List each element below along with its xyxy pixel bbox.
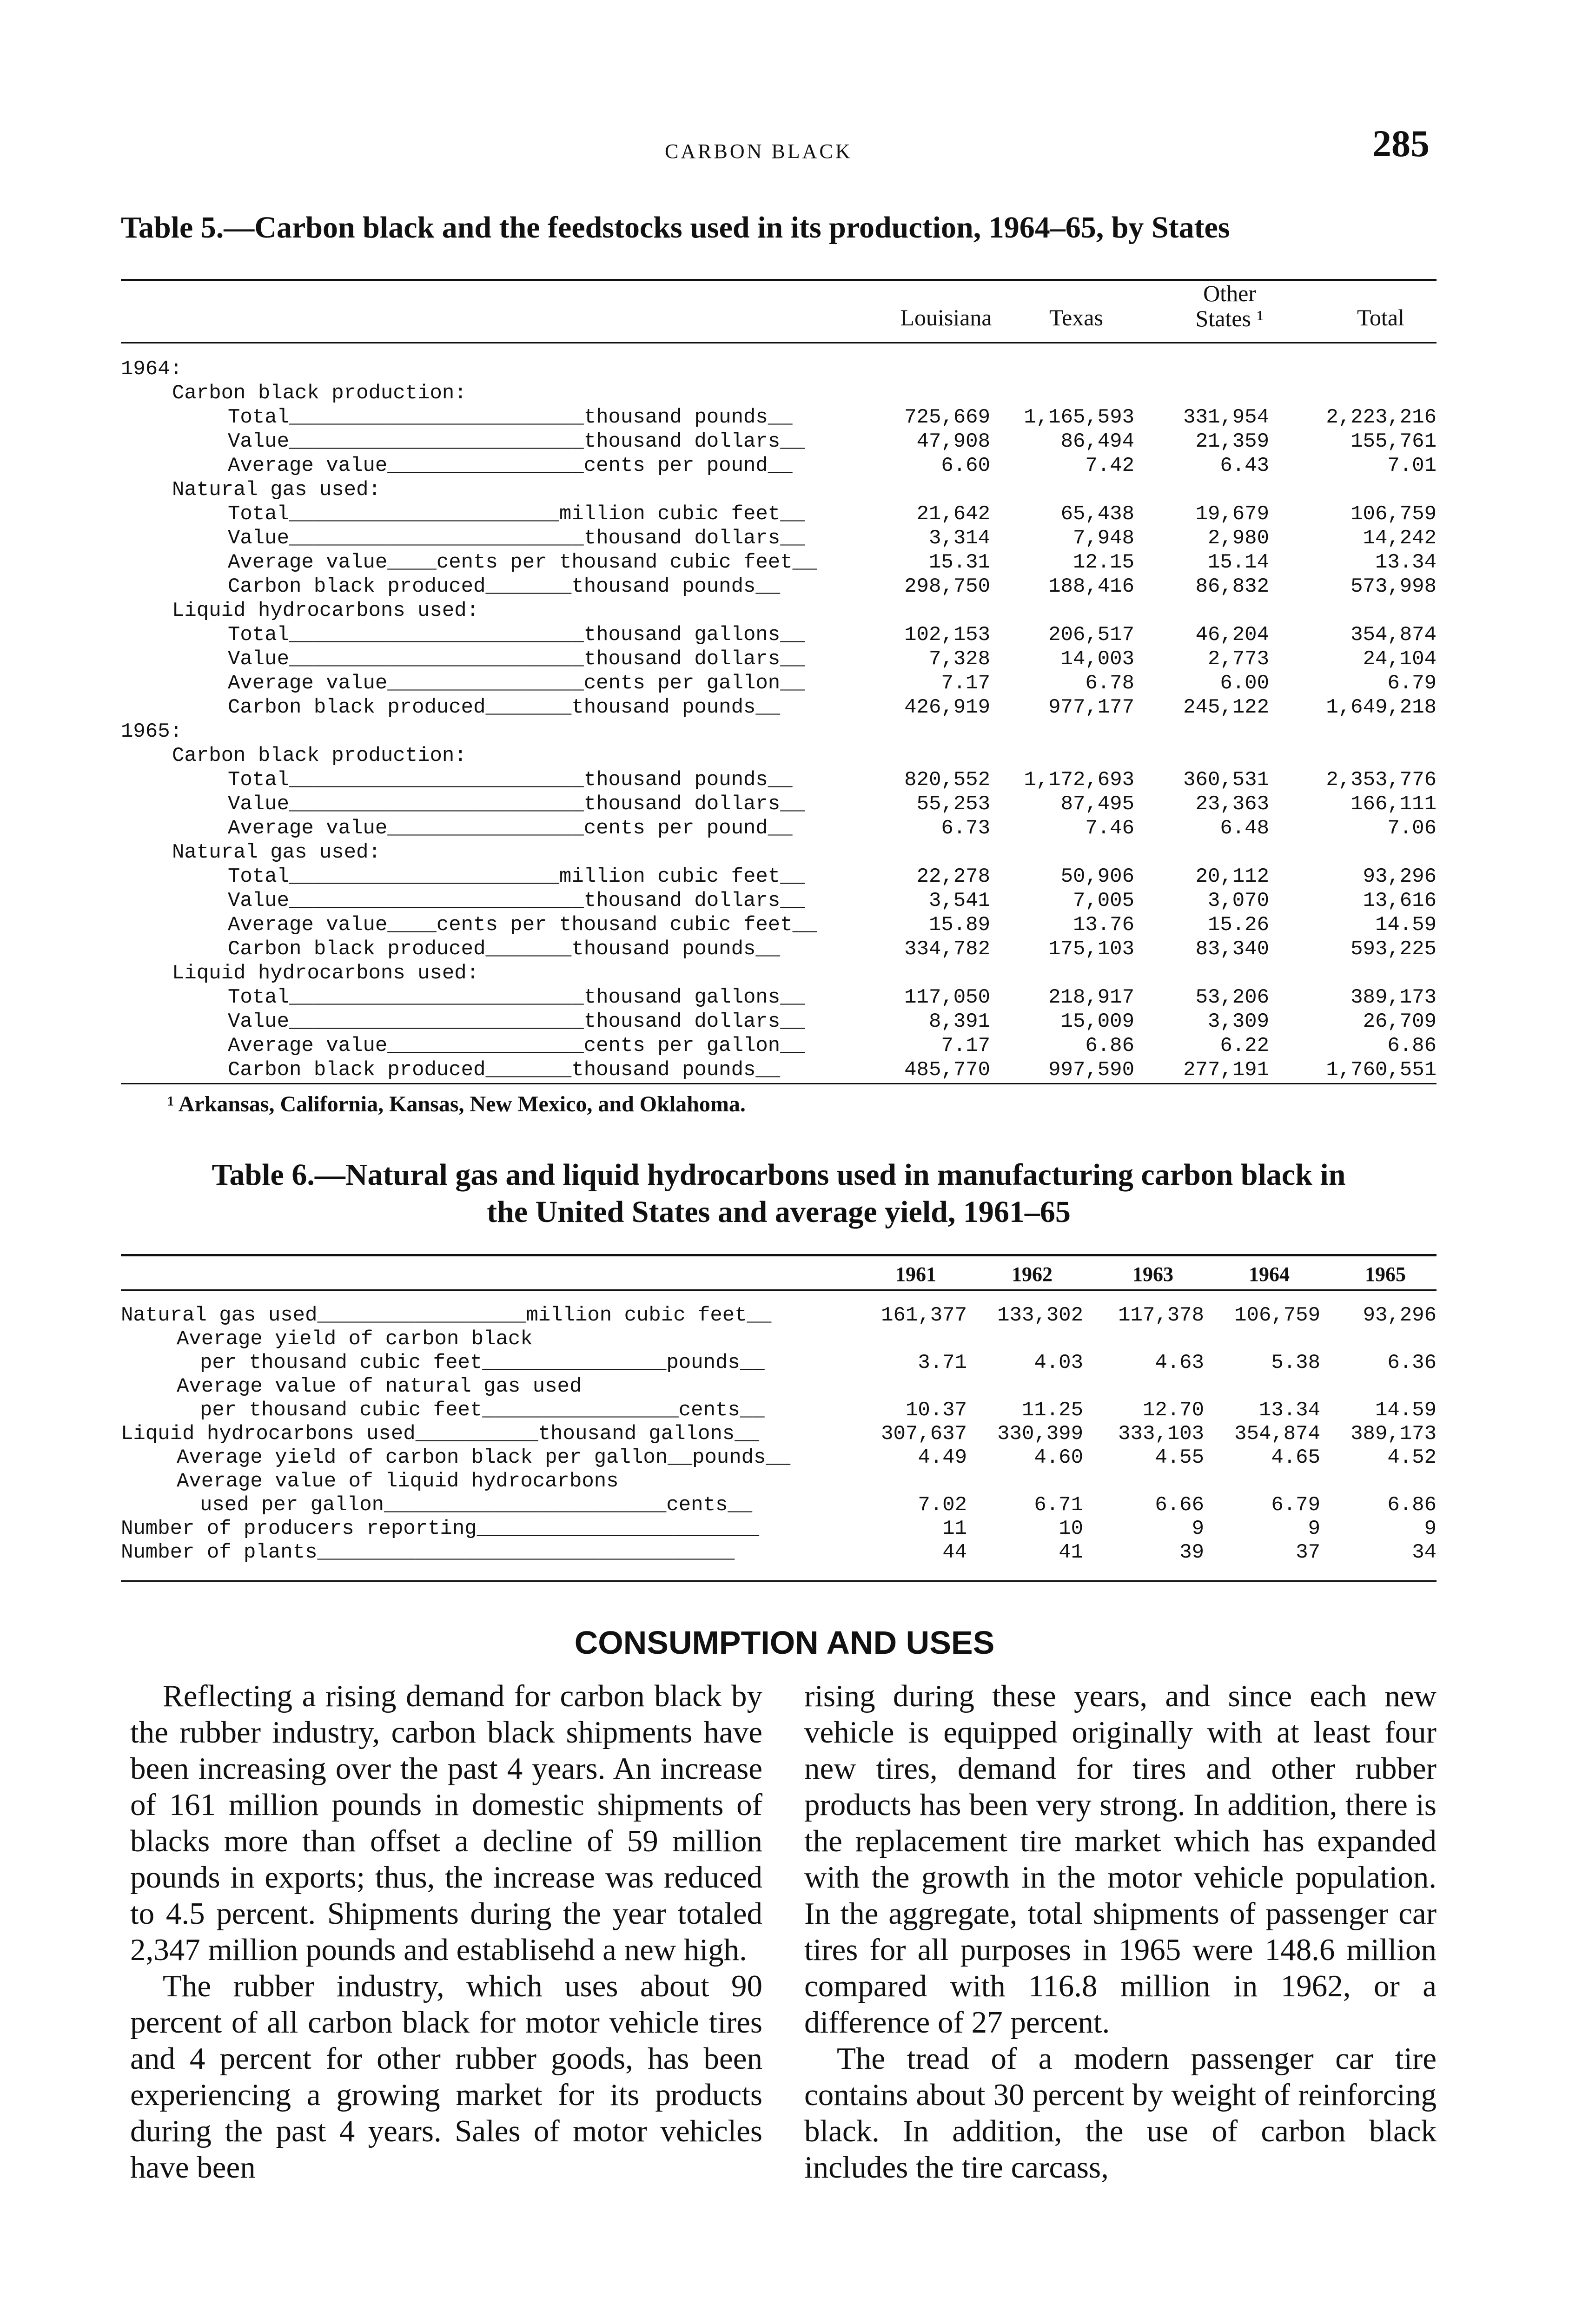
table6-header-rule [121, 1289, 1437, 1291]
table5-cell: 53,206 [1195, 986, 1269, 1009]
table5-cell: 7,328 [928, 647, 990, 671]
table5-cell: 2,353,776 [1326, 768, 1437, 792]
table6-row [121, 1351, 1437, 1375]
table5-row-label: Carbon black produced_______thousand pounds__ [228, 938, 781, 961]
table5-cell: 46,204 [1195, 623, 1269, 647]
table5-cell: 6.60 [941, 454, 990, 477]
table6-row [121, 1446, 1437, 1470]
table6-row-label: per thousand cubic feet_______________pounds__ [200, 1351, 765, 1374]
table5-row-label: Natural gas used: [172, 841, 381, 864]
table5-cell: 6.48 [1220, 817, 1269, 840]
table6-row [121, 1327, 1437, 1351]
table5-row-label: Average value________________cents per pound__ [228, 454, 793, 477]
paragraph: rising during these years, and since each new vehicle is equipped originally with at least four new tires, demand for tires and other rubber products has been very strong. In addition, there is the replacement tire market which has expanded with the growth in the motor vehicle population. In the aggregate, total shipments of passenger car tires for all purposes in 1965 were 148.6 million compared with 116.8 million in 1962, or a difference of 27 percent. [804, 1679, 1437, 2040]
table5-row-label: Total________________________thousand gallons__ [228, 986, 805, 1009]
table6-cell: 9 [1308, 1517, 1320, 1540]
table6-cell: 93,296 [1363, 1304, 1437, 1327]
table6-cell: 307,637 [881, 1422, 967, 1446]
table6-cell: 13.34 [1258, 1399, 1320, 1422]
table6-row [121, 1422, 1437, 1446]
table6-row-label: Average value of natural gas used [177, 1375, 582, 1398]
table6-row-label: Number of producers reporting_______________________ [121, 1517, 760, 1540]
table5-row [121, 454, 1437, 478]
table6-col-header: 1962 [1012, 1263, 1053, 1286]
table6-cell: 4.49 [918, 1446, 967, 1469]
table5-row [121, 357, 1437, 381]
table5-cell: 206,517 [1048, 623, 1134, 647]
table6-cell: 3.71 [918, 1351, 967, 1374]
table6-cell: 4.63 [1155, 1351, 1204, 1374]
table5-cell: 360,531 [1183, 768, 1269, 792]
table6-cell: 39 [1179, 1541, 1204, 1564]
table6-cell: 6.66 [1155, 1493, 1204, 1517]
table5-cell: 102,153 [904, 623, 990, 647]
table6-cell: 6.79 [1271, 1493, 1320, 1517]
table5-row [121, 647, 1437, 671]
table5-row [121, 816, 1437, 840]
table5-row [121, 768, 1437, 792]
table5-cell: 106,759 [1351, 502, 1437, 526]
table6-title-line2: the United States and average yield, 1961–65 [487, 1195, 1071, 1229]
table6-cell: 4.60 [1034, 1446, 1083, 1469]
table5-row-label: Carbon black produced_______thousand pounds__ [228, 696, 781, 719]
table5-title: Table 5.—Carbon black and the feedstocks used in its production, 1964–65, by States [121, 211, 1230, 244]
table5-cell: 14.59 [1375, 913, 1437, 937]
table5-cell: 6.79 [1387, 672, 1437, 695]
table6-col-header: 1961 [895, 1263, 936, 1286]
table5-row [121, 502, 1437, 526]
table5-cell: 22,278 [916, 865, 990, 888]
table5-cell: 20,112 [1195, 865, 1269, 888]
table6-cell: 11.25 [1021, 1399, 1083, 1422]
table5-row [121, 985, 1437, 1010]
table6-cell: 10.37 [905, 1399, 967, 1422]
table5-row-label: Value________________________thousand dollars__ [228, 792, 805, 816]
table5-row [121, 744, 1437, 768]
table5-cell: 997,590 [1048, 1058, 1134, 1082]
table6-cell: 10 [1059, 1517, 1083, 1540]
table6-cell: 6.36 [1387, 1351, 1437, 1374]
table5-cell: 3,070 [1207, 889, 1269, 912]
table6-cell: 4.55 [1155, 1446, 1204, 1469]
table5-row [121, 478, 1437, 502]
table5-cell: 47,908 [916, 430, 990, 453]
table5-cell: 7.46 [1085, 817, 1134, 840]
table5-row-label: Value________________________thousand dollars__ [228, 527, 805, 550]
table5-col-texas: Texas [1049, 304, 1103, 330]
table5-cell: 86,494 [1060, 430, 1134, 453]
table5-cell: 166,111 [1351, 792, 1437, 816]
table5-row-label: 1964: [121, 357, 183, 381]
right-column [804, 1678, 1437, 2185]
table5-cell: 65,438 [1060, 502, 1134, 526]
table6-cell: 9 [1192, 1517, 1204, 1540]
table5-cell: 334,782 [904, 938, 990, 961]
table5-row-label: Average value________________cents per gallon__ [228, 672, 805, 695]
table5-cell: 2,223,216 [1326, 406, 1437, 429]
table5-cell: 15,009 [1060, 1010, 1134, 1033]
table5-cell: 55,253 [916, 792, 990, 816]
table6-col-header: 1964 [1249, 1263, 1290, 1286]
table5-cell: 50,906 [1060, 865, 1134, 888]
table6-cell: 7.02 [918, 1493, 967, 1517]
table5-cell: 485,770 [904, 1058, 990, 1082]
table5-row [121, 429, 1437, 454]
table5-row-label: Total________________________thousand gallons__ [228, 623, 805, 647]
table6-row [121, 1493, 1437, 1517]
table5-cell: 3,309 [1207, 1010, 1269, 1033]
table5-row-label: 1965: [121, 720, 183, 743]
table5-cell: 277,191 [1183, 1058, 1269, 1082]
table6-col-header: 1963 [1132, 1263, 1173, 1286]
table6-col-header: 1965 [1365, 1263, 1406, 1286]
table5-row-label: Average value________________cents per gallon__ [228, 1034, 805, 1057]
table5-row-label: Value________________________thousand dollars__ [228, 1010, 805, 1033]
table5-cell: 389,173 [1351, 986, 1437, 1009]
table6-cell: 4.03 [1034, 1351, 1083, 1374]
table5-row [121, 840, 1437, 865]
paragraph: The rubber industry, which uses about 90 percent of all carbon black for motor vehicle tires and 4 percent for other rubber goods, has been experiencing a growing market for its products during the past 4 years. Sales of motor vehicles have been [130, 1969, 762, 2185]
table5-header-rule [121, 342, 1437, 343]
table5-cell: 15.89 [928, 913, 990, 937]
table5-row-label: Value________________________thousand dollars__ [228, 430, 805, 453]
table6-cell: 330,399 [997, 1422, 1083, 1446]
table5-row [121, 1058, 1437, 1082]
table5-cell: 7.17 [941, 1034, 990, 1057]
table5-cell: 245,122 [1183, 696, 1269, 719]
table5-row [121, 792, 1437, 816]
left-column [130, 1678, 762, 2185]
table5-row [121, 961, 1437, 985]
paragraph: Reflecting a rising demand for carbon black by the rubber industry, carbon black shipments have been increasing over the past 4 years. An increase of 161 million pounds in domestic shipments of blacks more than offset a decline of 59 million pounds in exports; thus, the increase was reduced to 4.5 percent. Shipments during the year totaled 2,347 million pounds and establisehd a new high. [130, 1679, 762, 1967]
table5-cell: 820,552 [904, 768, 990, 792]
table6-row [121, 1540, 1437, 1565]
table6-cell: 117,378 [1118, 1304, 1204, 1327]
table5-cell: 26,709 [1363, 1010, 1437, 1033]
table5-cell: 7.17 [941, 672, 990, 695]
table5-cell: 7,948 [1072, 527, 1134, 550]
table5-row [121, 695, 1437, 720]
table5-cell: 8,391 [928, 1010, 990, 1033]
table5-row-label: Carbon black production: [172, 382, 467, 405]
page-number: 285 [1372, 122, 1430, 165]
table6-cell: 133,302 [997, 1304, 1083, 1327]
table5-row [121, 865, 1437, 889]
table5-cell: 14,242 [1363, 527, 1437, 550]
table5-cell: 593,225 [1351, 938, 1437, 961]
table5-cell: 6.22 [1220, 1034, 1269, 1057]
table5-row [121, 1034, 1437, 1058]
running-head: CARBON BLACK [665, 140, 853, 163]
table5-row [121, 526, 1437, 550]
table5-row-label: Carbon black production: [172, 744, 467, 767]
table6-cell: 44 [942, 1541, 967, 1564]
table6-row-label: Natural gas used_________________million cubic feet__ [121, 1304, 772, 1327]
table6-title [121, 1156, 1437, 1231]
table5-cell: 1,172,693 [1024, 768, 1134, 792]
table6-cell: 161,377 [881, 1304, 967, 1327]
table6-row [121, 1374, 1437, 1399]
table5-cell: 13.34 [1375, 551, 1437, 574]
table5-cell: 83,340 [1195, 938, 1269, 961]
table5-cell: 21,642 [916, 502, 990, 526]
table6-title-line1: Table 6.—Natural gas and liquid hydrocarbons used in manufacturing carbon black in [212, 1158, 1346, 1192]
section-heading: CONSUMPTION AND USES [574, 1624, 995, 1661]
table6-top-rule [121, 1254, 1437, 1256]
table5-cell: 298,750 [904, 575, 990, 598]
table6-cell: 4.52 [1387, 1446, 1437, 1469]
table5-row-label: Total________________________thousand pounds__ [228, 406, 793, 429]
table5-cell: 1,165,593 [1024, 406, 1134, 429]
table6-cell: 106,759 [1234, 1304, 1320, 1327]
table6-row [121, 1517, 1437, 1541]
table5-cell: 7.42 [1085, 454, 1134, 477]
table5-row [121, 913, 1437, 937]
table5-cell: 6.86 [1085, 1034, 1134, 1057]
table5-row [121, 937, 1437, 961]
table6-cell: 389,173 [1351, 1422, 1437, 1446]
table5-cell: 21,359 [1195, 430, 1269, 453]
table6-cell: 41 [1059, 1541, 1083, 1564]
table6-row [121, 1469, 1437, 1493]
table6-row-label: Number of plants__________________________________ [121, 1541, 735, 1564]
table5-row-label: Liquid hydrocarbons used: [172, 962, 479, 985]
table6-row [121, 1303, 1437, 1327]
table6-header-row [121, 1262, 1437, 1287]
table5-body [121, 357, 1437, 1082]
table5-row-label: Value________________________thousand dollars__ [228, 889, 805, 912]
table5-cell: 24,104 [1363, 647, 1437, 671]
table5-row-label: Value________________________thousand dollars__ [228, 647, 805, 671]
table5-row-label: Average value________________cents per pound__ [228, 817, 793, 840]
table5-cell: 86,832 [1195, 575, 1269, 598]
table5-cell: 117,050 [904, 986, 990, 1009]
table5-row [121, 671, 1437, 695]
table5-cell: 6.78 [1085, 672, 1134, 695]
table5-footnote: ¹ Arkansas, California, Kansas, New Mexico, and Oklahoma. [167, 1092, 746, 1116]
table5-cell: 573,998 [1351, 575, 1437, 598]
table5-row [121, 550, 1437, 574]
table5-row-label: Carbon black produced_______thousand pounds__ [228, 575, 781, 598]
table5-cell: 19,679 [1195, 502, 1269, 526]
table6-header [121, 1261, 1437, 1288]
table5-row [121, 599, 1437, 623]
table5-row-label: Total______________________million cubic feet__ [228, 865, 805, 888]
table5-bottom-rule [121, 1083, 1437, 1084]
table5-row-label: Liquid hydrocarbons used: [172, 599, 479, 622]
table5-col-louisiana: Louisiana [900, 304, 992, 330]
table5-cell: 87,495 [1060, 792, 1134, 816]
table5-row [121, 405, 1437, 429]
table5-cell: 188,416 [1048, 575, 1134, 598]
table6-body [121, 1303, 1437, 1573]
table6-cell: 354,874 [1234, 1422, 1320, 1446]
table5-row [121, 889, 1437, 913]
table5-cell: 354,874 [1351, 623, 1437, 647]
table5-cell: 6.73 [941, 817, 990, 840]
table5-cell: 2,773 [1207, 647, 1269, 671]
table6-row-label: Average yield of carbon black [177, 1327, 533, 1351]
table6-cell: 5.38 [1271, 1351, 1320, 1374]
table5-cell: 15.14 [1207, 551, 1269, 574]
table5-cell: 725,669 [904, 406, 990, 429]
table6-cell: 34 [1412, 1541, 1437, 1564]
table5-cell: 3,314 [928, 527, 990, 550]
table5-cell: 15.31 [928, 551, 990, 574]
table6-cell: 6.86 [1387, 1493, 1437, 1517]
table5-cell: 13.76 [1072, 913, 1134, 937]
table5-cell: 7.06 [1387, 817, 1437, 840]
table5-cell: 13,616 [1363, 889, 1437, 912]
table5-cell: 6.43 [1220, 454, 1269, 477]
table5-cell: 218,917 [1048, 986, 1134, 1009]
paragraph: The tread of a modern passenger car tire contains about 30 percent by weight of reinforcing black. In addition, the use of carbon black includes the tire carcass, [804, 2041, 1437, 2185]
table6-row-label: used per gallon_______________________cents__ [200, 1493, 753, 1517]
table5-row [121, 623, 1437, 647]
table6-bottom-rule [121, 1580, 1437, 1582]
table5-row-label: Total______________________million cubic feet__ [228, 502, 805, 526]
table5-row-label: Average value____cents per thousand cubic feet__ [228, 913, 817, 937]
table5-cell: 6.86 [1387, 1034, 1437, 1057]
table5-row-label: Total________________________thousand pounds__ [228, 768, 793, 792]
table6-cell: 333,103 [1118, 1422, 1204, 1446]
table6-row-label: Average value of liquid hydrocarbons [177, 1470, 619, 1493]
table6-row-label: per thousand cubic feet________________cents__ [200, 1399, 765, 1422]
table5-row-label: Carbon black produced_______thousand pounds__ [228, 1058, 781, 1082]
table5-row [121, 720, 1437, 744]
table6-cell: 4.65 [1271, 1446, 1320, 1469]
table5-cell: 977,177 [1048, 696, 1134, 719]
table5-cell: 331,954 [1183, 406, 1269, 429]
table6-cell: 11 [942, 1517, 967, 1540]
table6-cell: 12.70 [1142, 1399, 1204, 1422]
table5-cell: 23,363 [1195, 792, 1269, 816]
table5-cell: 1,760,551 [1326, 1058, 1437, 1082]
table5-cell: 93,296 [1363, 865, 1437, 888]
table5-cell: 15.26 [1207, 913, 1269, 937]
table5-cell: 155,761 [1351, 430, 1437, 453]
table6-cell: 9 [1424, 1517, 1437, 1540]
table5-cell: 2,980 [1207, 527, 1269, 550]
table5-row-label: Natural gas used: [172, 478, 381, 502]
table6-cell: 37 [1296, 1541, 1320, 1564]
table5-cell: 6.00 [1220, 672, 1269, 695]
table6-row [121, 1398, 1437, 1422]
table5-row [121, 381, 1437, 405]
table5-col-other-states: Other States ¹ [1195, 280, 1264, 331]
table6-cell: 14.59 [1375, 1399, 1437, 1422]
table5-cell: 7.01 [1387, 454, 1437, 477]
table6-row-label: Average yield of carbon black per gallon__pounds__ [177, 1446, 791, 1469]
table6-cell: 6.71 [1034, 1493, 1083, 1517]
table5-row [121, 1010, 1437, 1034]
table5-cell: 12.15 [1072, 551, 1134, 574]
table5-row-label: Average value____cents per thousand cubic feet__ [228, 551, 817, 574]
table5-row [121, 574, 1437, 599]
table6-row-label: Liquid hydrocarbons used__________thousand gallons__ [121, 1422, 760, 1446]
table5-cell: 426,919 [904, 696, 990, 719]
table5-cell: 14,003 [1060, 647, 1134, 671]
table5-cell: 1,649,218 [1326, 696, 1437, 719]
table5-cell: 7,005 [1072, 889, 1134, 912]
table5-cell: 3,541 [928, 889, 990, 912]
table5-col-total: Total [1357, 304, 1405, 330]
table5-cell: 175,103 [1048, 938, 1134, 961]
